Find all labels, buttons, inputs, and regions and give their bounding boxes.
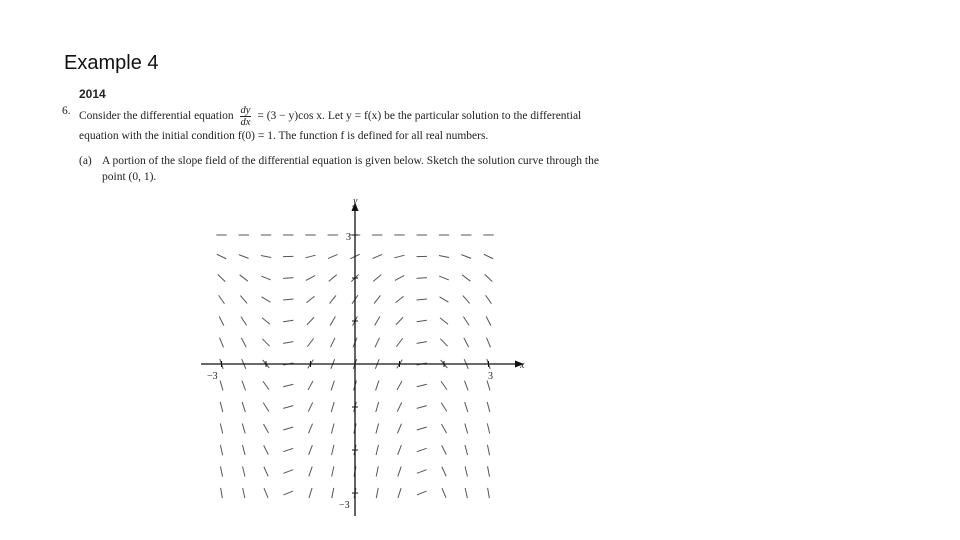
slope-segment [462,275,470,281]
slope-segment [417,491,427,495]
slope-segment [283,320,293,321]
slope-segment [283,406,293,409]
slope-segment [486,295,492,304]
slope-segment [372,254,382,258]
x-tick-label-min: −3 [207,371,218,382]
slope-segment [439,255,449,257]
slope-segment [219,338,223,348]
slope-segment [332,445,334,455]
slope-segment [465,402,468,412]
slope-segment [263,424,268,433]
slope-segment [398,445,402,455]
slope-segment [417,427,427,430]
slope-segment [376,423,379,433]
slope-segment [283,342,293,344]
slope-segment [376,402,379,412]
slope-segment [465,424,468,434]
slope-segment [375,338,379,347]
slope-segment [488,466,490,476]
slope-segment [442,488,446,498]
slope-segment [220,445,222,455]
slope-segment [397,424,401,434]
slope-segment [308,402,313,411]
slope-segment [240,275,248,281]
slope-segment [487,381,490,391]
slope-segment [332,466,334,476]
slope-segment [308,381,313,390]
slope-segment [243,488,245,498]
slope-segment [465,445,468,455]
slope-segment [239,255,249,259]
slope-segment [309,445,313,455]
slope-segment [309,467,312,477]
slope-segment [417,299,427,300]
slope-segment [330,317,335,326]
slope-segment [396,338,402,346]
slope-segment [221,466,223,476]
question-intro: Consider the differential equation [79,110,234,123]
slope-segment [331,381,334,391]
question-number: 6. [62,105,71,117]
slope-segment [397,381,402,390]
slope-segment [264,488,268,498]
slope-segment [283,491,293,495]
slope-segment [440,339,447,346]
slope-segment [465,466,467,476]
slope-segment [283,384,293,386]
slope-segment [376,488,378,498]
slope-segment [440,318,448,325]
problem-year: 2014 [79,87,106,101]
slope-segment [241,317,247,326]
slope-segment [439,276,449,280]
slope-segment [464,338,469,347]
slope-segment [417,406,427,409]
slope-segment [329,275,337,282]
slope-segment [242,424,245,434]
slope-segment [217,254,226,258]
slope-segment [241,338,246,347]
slope-segment [395,296,403,302]
slope-segment [376,445,378,455]
question-line-2: equation with the initial condition f(0) = 1. The function f is defined for all real numbers. [79,130,489,142]
slope-segment [263,381,269,389]
slope-segment [220,423,222,433]
slope-segment [331,402,334,412]
slope-segment [307,338,313,346]
slope-segment [488,488,490,498]
slope-segment [395,276,404,281]
slope-segment [306,296,314,302]
slope-segment [441,424,446,433]
slope-segment [376,381,379,391]
slope-segment [463,317,469,326]
slope-segment [262,339,269,346]
slope-segment [221,488,223,498]
slope-segment [218,274,226,281]
slope-segment [330,295,336,303]
y-tick-label-min: −3 [339,500,350,511]
slope-segment [374,295,380,303]
slope-segment [487,423,489,433]
slope-segment [486,338,490,348]
slope-segment [242,381,246,391]
fraction-denominator: dx [240,117,251,128]
slope-segment [306,276,315,281]
slope-segment [417,320,427,321]
slope-segment [307,317,314,325]
slope-segment [397,402,402,411]
slope-segment [283,470,293,474]
equation-rhs: = (3 − y)cos x. [257,110,325,123]
slope-segment [417,384,427,386]
slope-segment [242,445,245,455]
slide-title: Example 4 [64,52,159,74]
slope-segment [487,402,490,412]
slope-segment [264,445,269,454]
slope-segment [220,402,223,412]
y-tick-label-max: 3 [346,232,351,243]
slope-segment [373,275,381,282]
slope-segment [463,296,470,304]
slope-segment [283,427,293,430]
slope-segment [417,342,427,344]
slope-segment [464,381,468,391]
slope-segment [398,467,401,477]
slope-segment [240,296,247,304]
slope-segment [309,488,312,498]
fraction-numerator: dy [240,105,251,116]
slope-segment [441,381,447,389]
slope-segment [219,316,224,325]
slope-segment [417,278,427,279]
slope-segment [219,295,225,304]
y-axis-label: y [353,196,358,207]
slope-segment [261,255,271,257]
slope-segment [375,317,380,326]
slope-segment [328,254,338,258]
question-line-1-tail: Let y = f(x) be the particular solution to the differential [327,110,582,123]
slope-segment [487,445,489,455]
slope-segment [396,317,403,325]
x-tick-label-max: 3 [488,371,493,382]
slope-segment [331,338,335,347]
slope-segment [263,403,269,412]
slope-segment [331,423,334,433]
slope-segment [486,316,491,325]
slope-segment [262,297,271,302]
slope-segment [242,402,245,412]
slope-segment [283,278,293,279]
slope-segment [442,445,447,454]
slope-segment [484,254,493,258]
x-axis-label: x [520,360,525,371]
slope-segment [332,488,334,498]
slope-segment [220,381,223,391]
slope-segment [262,318,270,325]
slope-segment [394,255,404,258]
slope-segment [485,274,493,281]
slope-segment [261,276,271,280]
slope-segment [461,255,471,259]
slope-segment [308,424,312,434]
part-a-text: A portion of the slope field of the differential equation is given below. Sketch the solution curve through the [102,155,599,167]
slope-segment [305,255,315,258]
slope-segment [440,297,449,302]
part-a-label: (a) [79,155,92,167]
slope-segment [465,488,467,498]
slope-segment [376,466,378,476]
slope-segment [264,467,268,476]
slope-segment [417,470,427,474]
slope-segment [442,467,446,476]
slope-segment [243,466,245,476]
slope-segment [283,448,293,451]
slope-segment [398,488,401,498]
slope-segment [441,403,447,412]
part-a-line-2: point (0, 1). [102,171,157,183]
slope-segment [283,299,293,300]
slope-segment [417,448,427,451]
